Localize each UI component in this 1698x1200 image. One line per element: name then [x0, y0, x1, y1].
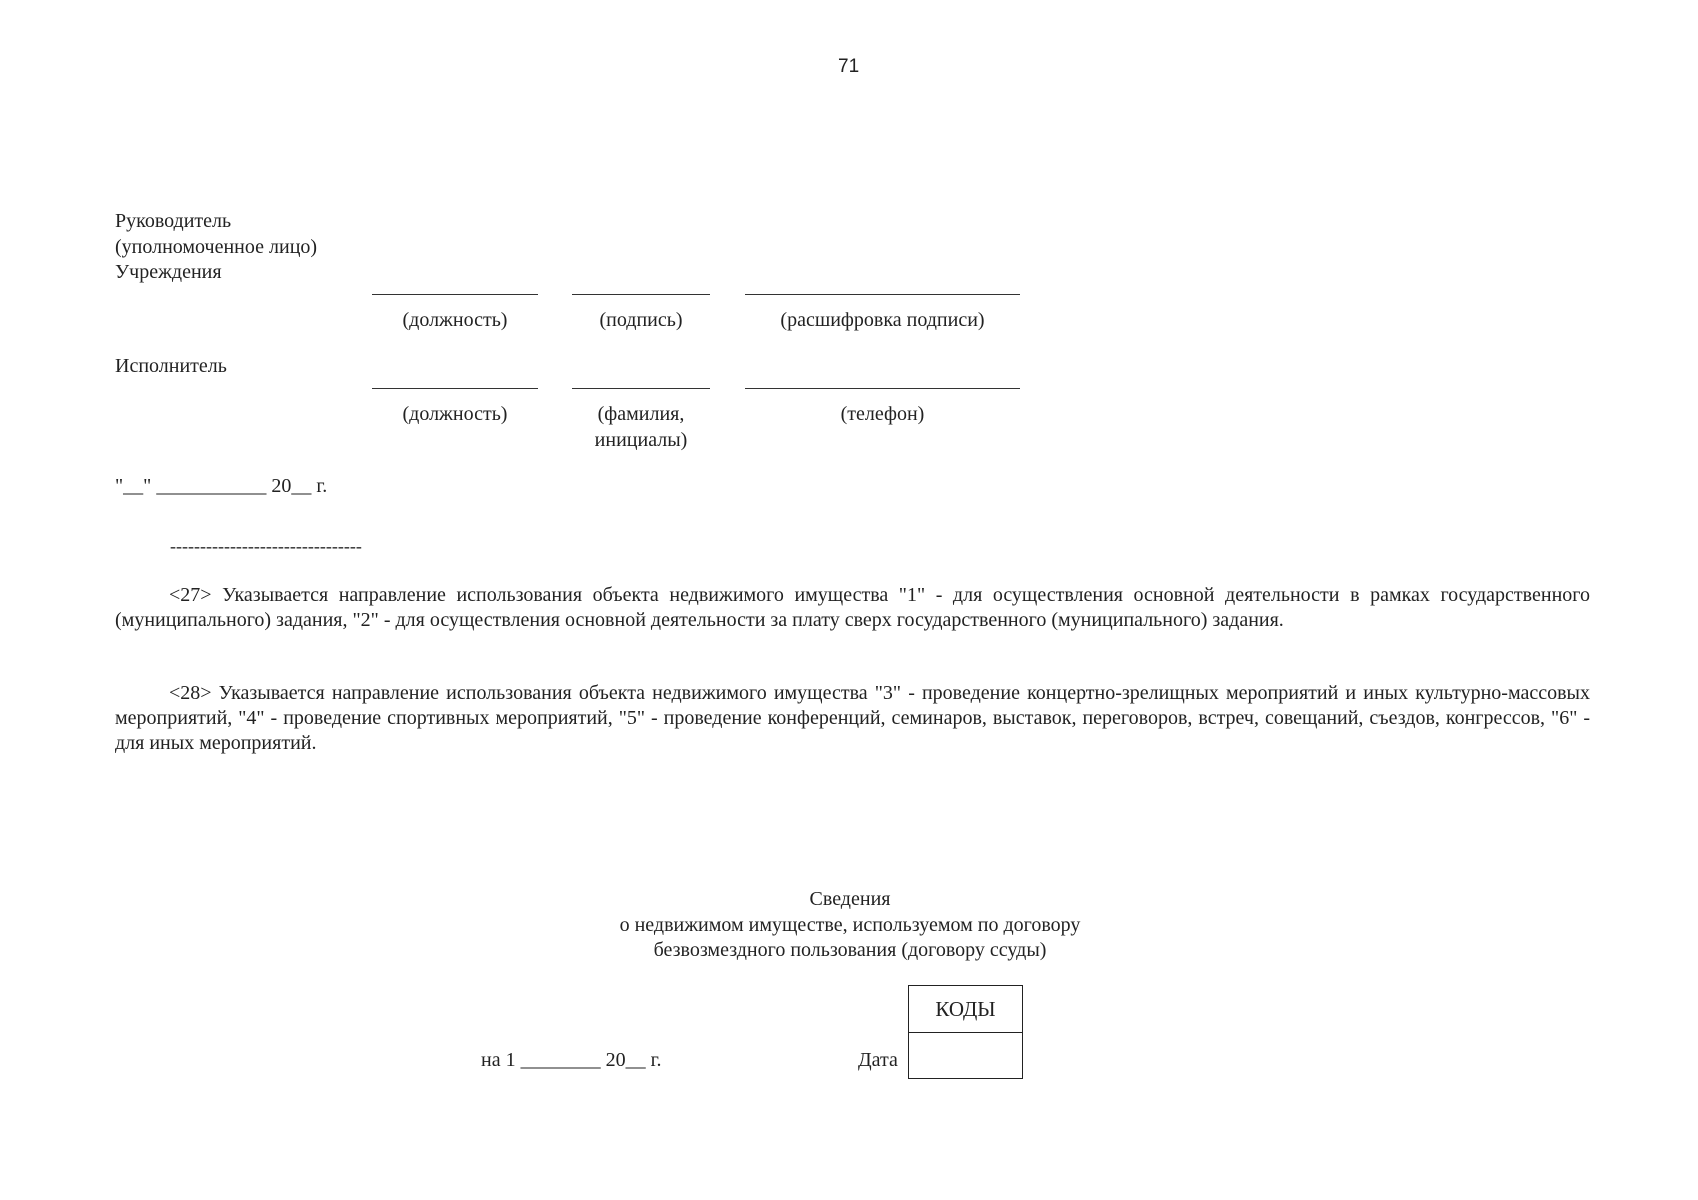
executor-name-line: [572, 388, 710, 389]
head-signature-decoding-line: [745, 294, 1020, 295]
form-subtitle-line-1: о недвижимом имуществе, используемом по договору: [619, 914, 1081, 936]
report-date: на 1 ________ 20__ г.: [481, 1049, 662, 1071]
footnote-28: <28> Указывается направление использования объекта недвижимого имущества "3" - проведение концертно-зрелищных мероприятий и иных культурно-массовых мероприятий, "4" - проведение спортивных мероприятий, "5" - проведение конференций, семинаров, выставок, переговоров, встреч, совещаний, съездов, конгрессов, "6" - для иных мероприятий.: [115, 682, 1590, 754]
form-subtitle-line-2: безвозмездного пользования (договору ссуды): [653, 939, 1047, 961]
form-title: Сведения: [809, 888, 891, 910]
page-number: 71: [838, 56, 860, 77]
head-label-line-3: Учреждения: [115, 261, 222, 283]
executor-phone-caption: (телефон): [840, 403, 925, 425]
codes-table: [908, 985, 1023, 1079]
date-code-cell: [909, 1033, 1022, 1079]
executor-position-caption: (должность): [402, 403, 508, 425]
head-signature-caption: (подпись): [599, 309, 683, 331]
footnote-27: <27> Указывается направление использования объекта недвижимого имущества "1" - для осуществления основной деятельности в рамках государственного (муниципального) задания, "2" - для осуществления основной деятельности за плату сверх государственного (муниципального) задания.: [115, 584, 1590, 631]
executor-position-line: [372, 388, 538, 389]
executor-label: Исполнитель: [115, 355, 227, 377]
head-position-caption: (должность): [402, 309, 508, 331]
executor-name-caption-line-1: (фамилия,: [597, 403, 685, 425]
footnote-separator: --------------------------------: [170, 536, 362, 556]
codes-header: КОДЫ: [909, 986, 1022, 1033]
executor-name-caption-line-2: инициалы): [594, 429, 688, 451]
signature-date: "__" ___________ 20__ г.: [115, 475, 328, 497]
date-label: Дата: [858, 1049, 898, 1071]
head-label-line-1: Руководитель: [115, 210, 232, 232]
head-signature-decoding-caption: (расшифровка подписи): [780, 309, 985, 331]
head-label-line-2: (уполномоченное лицо): [115, 236, 318, 258]
head-signature-line: [572, 294, 710, 295]
head-position-line: [372, 294, 538, 295]
executor-phone-line: [745, 388, 1020, 389]
